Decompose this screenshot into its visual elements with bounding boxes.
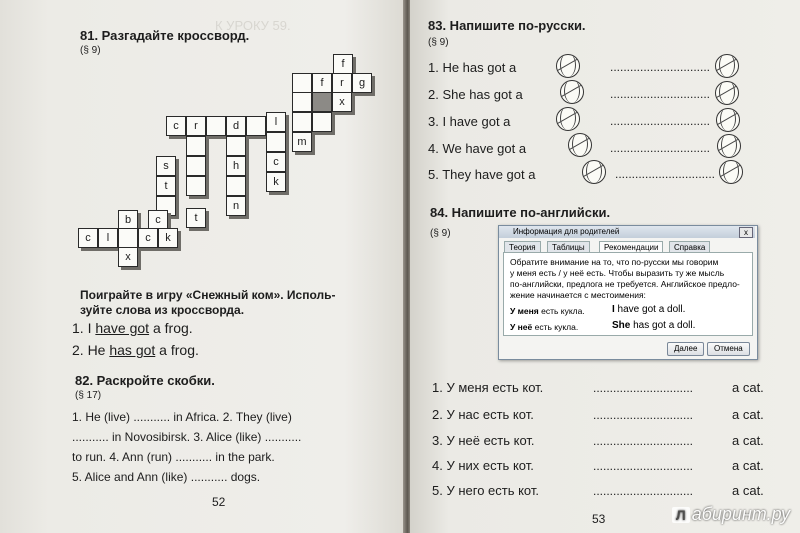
crossword-cell (292, 112, 312, 132)
crossword-cell (186, 176, 206, 196)
dialog-title: Информация для родителей (513, 227, 620, 236)
exercise-81-ref: (§ 9) (80, 45, 101, 56)
dialog-example-ru (510, 306, 585, 316)
answer-blank: .............................. (615, 167, 716, 181)
crossword (78, 48, 378, 273)
exercise-82-line: 5. Alice and Ann (like) ........... dogs. (72, 470, 261, 484)
sentence-text: 1. I (72, 320, 96, 336)
exercise-82-ref: (§ 17) (75, 390, 102, 401)
answer-blank: .............................. (610, 60, 711, 74)
dialog-example-en (612, 304, 685, 315)
volleyball-icon (568, 133, 592, 157)
volleyball-icon (715, 81, 739, 105)
exercise-83-line: 4. We have got a (428, 141, 527, 156)
tab-theory[interactable]: Теория (504, 241, 541, 253)
volleyball-icon (556, 54, 580, 78)
answer-blank: .............................. (610, 87, 711, 101)
crossword-cell: x (332, 92, 352, 112)
crossword-cell (312, 112, 332, 132)
volleyball-icon (717, 134, 741, 158)
exercise-84-line: 4. У них есть кот. (432, 458, 534, 473)
crossword-cell (118, 228, 138, 248)
dialog-text: по-английски, предлога не требуется. Английское предло- (510, 279, 740, 289)
crossword-cell: c (166, 116, 186, 136)
exercise-82-line: 1. He (live) ........... in Africa. 2. They (live) (72, 410, 292, 424)
crossword-cell: k (266, 172, 286, 192)
game-instruction-line1: Поиграйте в игру «Снежный ком». Исполь- (80, 288, 336, 302)
dialog-text: Обратите внимание на то, что по-русски мы говорим (510, 257, 719, 267)
crossword-cell: b (118, 210, 138, 230)
dialog-text: жение начинается с местоимения: (510, 290, 646, 300)
sentence-text: a frog. (155, 342, 199, 358)
crossword-cell: n (226, 196, 246, 216)
exercise-84-title: 84. Напишите по-английски. (430, 205, 611, 220)
crossword-cell (292, 73, 312, 93)
page-number: 52 (212, 495, 226, 509)
volleyball-icon (716, 108, 740, 132)
tab-help[interactable]: Справка (669, 241, 710, 253)
bold-text: I (612, 304, 615, 315)
answer-suffix: a cat. (732, 380, 764, 395)
exercise-84-line: 5. У него есть кот. (432, 483, 540, 498)
answer-blank: .............................. (593, 381, 694, 395)
exercise-83-line: 5. They have got a (428, 167, 536, 182)
exercise-82-title: 82. Раскройте скобки. (75, 373, 215, 388)
dialog-example-ru (510, 322, 578, 332)
crossword-cell (246, 116, 266, 136)
crossword-cell: k (158, 228, 178, 248)
page-number: 53 (592, 512, 606, 526)
crossword-cell-shaded (312, 92, 332, 112)
answer-suffix: a cat. (732, 483, 764, 498)
sentence-text: 2. He (72, 342, 110, 358)
next-button[interactable]: Далее (667, 342, 704, 356)
text: has got a doll. (630, 320, 696, 331)
crossword-cell: f (312, 73, 332, 93)
answer-suffix: a cat. (732, 433, 764, 448)
text: есть кукла. (532, 322, 579, 332)
dialog-body (503, 252, 753, 336)
tab-tables[interactable]: Таблицы (547, 241, 590, 253)
exercise-83-line: 3. I have got a (428, 114, 511, 129)
sentence-text: a frog. (149, 320, 193, 336)
exercise-81-title: 81. Разгадайте кроссворд. (80, 28, 250, 43)
volleyball-icon (715, 54, 739, 78)
exercise-83-line: 2. She has got a (428, 87, 523, 102)
exercise-82-line: ........... in Novosibirsk. 3. Alice (like) ........... (72, 430, 302, 444)
crossword-cell: d (226, 116, 246, 136)
volleyball-icon (560, 80, 584, 104)
crossword-cell: c (78, 228, 98, 248)
example-sentence-2 (72, 342, 199, 358)
watermark (672, 504, 790, 525)
bold-text: У неё (510, 322, 533, 332)
text: have got a doll. (614, 304, 686, 315)
crossword-cell: f (333, 54, 353, 74)
crossword-cell: c (266, 152, 286, 172)
bleed-through-text: К УРОКУ 59. (215, 18, 291, 33)
crossword-cell (206, 116, 226, 136)
crossword-cell: c (138, 228, 158, 248)
crossword-cell (226, 176, 246, 196)
example-sentence-1 (72, 320, 193, 336)
crossword-cell: l (98, 228, 118, 248)
volleyball-icon (719, 160, 743, 184)
crossword-cell (226, 136, 246, 156)
exercise-83-line: 1. He has got a (428, 60, 517, 75)
volleyball-icon (582, 160, 606, 184)
exercise-84-line: 2. У нас есть кот. (432, 407, 534, 422)
answer-suffix: a cat. (732, 458, 764, 473)
bold-text: She (612, 320, 631, 331)
answer-blank: .............................. (593, 434, 694, 448)
crossword-cell (186, 136, 206, 156)
sentence-underlined: have got (95, 320, 150, 336)
exercise-83-title: 83. Напишите по-русски. (428, 18, 586, 33)
exercise-84-ref: (§ 9) (430, 228, 451, 239)
crossword-cell: s (156, 156, 176, 176)
crossword-cell: r (186, 116, 206, 136)
answer-blank: .............................. (610, 141, 711, 155)
parent-info-dialog (498, 225, 758, 360)
crossword-cell: x (118, 247, 138, 267)
crossword-cell: m (292, 132, 312, 152)
answer-blank: .............................. (610, 114, 711, 128)
dialog-text: у меня есть / у неё есть. Чтобы выразить ту же мысль (510, 268, 725, 278)
dialog-title-bar (499, 226, 755, 238)
cancel-button[interactable]: Отмена (707, 342, 750, 356)
exercise-84-line: 1. У меня есть кот. (432, 380, 544, 395)
sentence-underlined: has got (109, 342, 156, 358)
answer-blank: .............................. (593, 408, 694, 422)
answer-blank: .............................. (593, 459, 694, 473)
bold-text: У меня (510, 306, 539, 316)
crossword-cell (186, 156, 206, 176)
text: есть кукла. (538, 306, 585, 316)
exercise-84-line: 3. У неё есть кот. (432, 433, 535, 448)
watermark-logo: Л (672, 507, 690, 523)
crossword-cell: c (148, 210, 168, 230)
game-instruction-line2: зуйте слова из кроссворда. (80, 303, 245, 317)
exercise-83-ref: (§ 9) (428, 37, 449, 48)
volleyball-icon (556, 107, 580, 131)
watermark-text: абиринт.ру (691, 504, 790, 524)
crossword-cell: h (226, 156, 246, 176)
crossword-cell (266, 132, 286, 152)
tab-recommendations[interactable]: Рекомендации (599, 241, 663, 253)
answer-blank: .............................. (593, 484, 694, 498)
exercise-82-line: to run. 4. Ann (run) ........... in the park. (72, 450, 275, 464)
crossword-cell: g (352, 73, 372, 93)
crossword-cell: r (332, 73, 352, 93)
crossword-cell: t (186, 208, 206, 228)
answer-suffix: a cat. (732, 407, 764, 422)
close-icon[interactable]: x (739, 227, 753, 238)
crossword-cell: l (266, 112, 286, 132)
crossword-cell: t (156, 176, 176, 196)
dialog-example-en (612, 320, 695, 331)
crossword-cell (292, 92, 312, 112)
